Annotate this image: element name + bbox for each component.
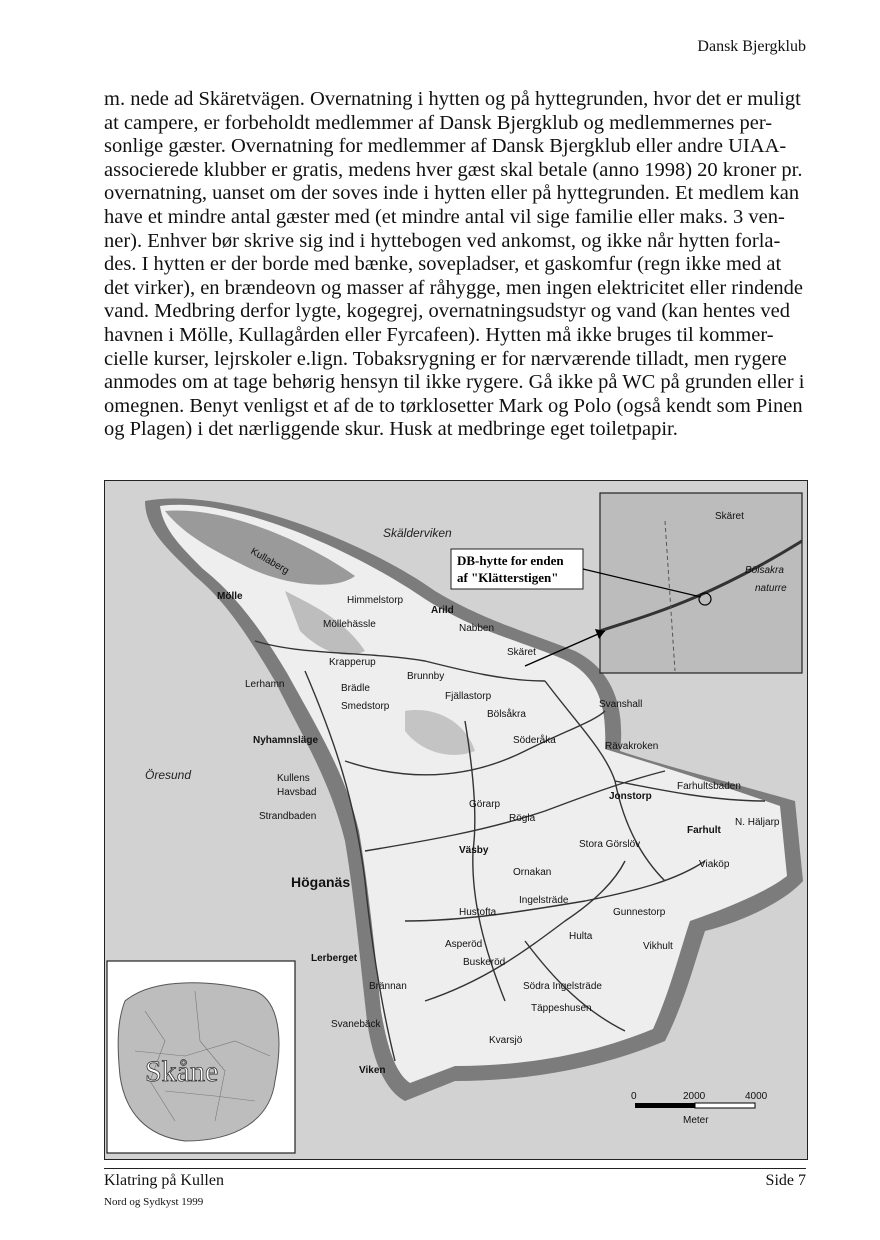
place-lerberget: Lerberget: [311, 953, 358, 964]
place-rogla: Rögla: [509, 813, 536, 824]
place-brunnby: Brunnby: [407, 671, 445, 682]
running-header: Dansk Bjergklub: [697, 38, 806, 55]
body-line: og Plagen) i det nærliggende skur. Husk at medbringe eget toiletpapir.: [104, 418, 678, 441]
body-line: cielle kurser, lejrskoler e.lign. Tobaksrygning er for nærværende tilladt, men rygere: [104, 347, 787, 370]
place-arild: Arild: [431, 605, 454, 616]
sea-label-skalderviken: Skälderviken: [383, 526, 452, 540]
place-vikhult: Vikhult: [643, 941, 673, 952]
place-brannan: Brännan: [369, 981, 407, 992]
place-kullaberg: Kullaberg: [248, 546, 291, 577]
sea-label-oresund: Öresund: [145, 768, 192, 782]
footer-divider: [104, 1168, 806, 1169]
place-stora-gorslov: Stora Görslöv: [579, 839, 641, 850]
place-gorarp: Görarp: [469, 799, 501, 810]
body-line: ner). Enhver bør skrive sig ind i hyttebogen ved ankomst, og ikke når hytten forla-: [104, 229, 781, 252]
body-line: det virker), en brændeovn og masser af råhygge, men ingen elektricitet eller rindende: [104, 276, 804, 299]
place-krapperup: Krapperup: [329, 657, 376, 668]
place-skaret: Skäret: [507, 647, 536, 658]
scale-segment: [695, 1103, 755, 1108]
body-line: at campere, er forbeholdt medlemmer af Dansk Bjergklub og medlemmernes per-: [104, 111, 773, 134]
page-number: Side 7: [765, 1172, 806, 1189]
place-asperod: Asperöd: [445, 939, 483, 950]
scale-label-2000: 2000: [683, 1091, 706, 1102]
footer-subtitle: Nord og Sydkyst 1999: [104, 1196, 204, 1208]
place-ingelstrade: Ingelsträde: [519, 895, 569, 906]
body-line: havnen i Mölle, Kullagården eller Fyrcafeen). Hytten må ikke bruges til kommer-: [104, 323, 774, 346]
body-line: anmodes om at tage behørig hensyn til ikke rygere. Gå ikke på WC på grunden eller i: [104, 371, 805, 394]
body-paragraph: [104, 88, 810, 442]
place-bradle: Brädle: [341, 683, 370, 694]
place-vasby: Väsby: [459, 845, 489, 856]
place-farhultsbaden: Farhultsbaden: [677, 781, 741, 792]
body-line: overnatning, uanset om der soves inde i hytten eller på hyttegrunden. Et medlem kan: [104, 182, 800, 205]
place-buskerod: Buskeröd: [463, 957, 506, 968]
footer-title: Klatring på Kullen: [104, 1172, 224, 1189]
callout-line-2: af "Klätterstigen": [457, 570, 559, 585]
place-gunnestorp: Gunnestorp: [613, 907, 666, 918]
place-molle: Mölle: [217, 591, 243, 602]
place-svanebacke: Svanebäck: [331, 1019, 381, 1030]
detail-label-naturres: naturre: [755, 583, 787, 594]
place-ravakroken: Rävakroken: [605, 741, 659, 752]
detail-inset: [600, 493, 802, 673]
place-viken: Viken: [359, 1065, 386, 1076]
body-line: vand. Medbring derfor lygte, kogegrej, overnatningsudstyr og vand (kan hentes ved: [104, 300, 790, 323]
map-svg: [105, 481, 807, 1159]
place-mollehassle: Möllehässle: [323, 619, 376, 630]
detail-label-bolsakra: Bölsakra: [745, 565, 784, 576]
place-farhult: Farhult: [687, 825, 721, 836]
body-line: omegnen. Benyt venligst et af de to tørklosetter Mark og Polo (også kendt som Pinen: [104, 394, 803, 417]
scale-unit: Meter: [683, 1115, 709, 1126]
skane-inset: [107, 961, 295, 1153]
scale-label-4000: 4000: [745, 1091, 768, 1102]
scale-label-0: 0: [631, 1091, 637, 1102]
detail-label-skaret: Skäret: [715, 511, 744, 522]
place-jonstorp: Jonstorp: [609, 791, 652, 802]
place-hoganas: Höganäs: [291, 874, 351, 890]
place-kvarsjo: Kvarsjö: [489, 1035, 523, 1046]
place-smedstorp: Smedstorp: [341, 701, 390, 712]
callout-line-1: DB-hytte for enden: [457, 553, 564, 568]
body-line: associerede klubber er gratis, medens hver gæst skal betale (anno 1998) 20 kroner pr.: [104, 158, 803, 181]
body-line: sonlige gæster. Overnatning for medlemmer af Dansk Bjergklub eller andre UIAA-: [104, 135, 787, 158]
inset-skane-label: Skåne: [145, 1055, 219, 1088]
body-line: des. I hytten er der borde med bænke, sovepladser, et gaskomfur (regn ikke med at: [104, 253, 782, 276]
place-tappeshusen: Täppeshusen: [531, 1003, 592, 1014]
place-kullens: Kullens: [277, 773, 310, 784]
place-soderaka: Söderåka: [513, 735, 556, 746]
kullen-map-figure: [104, 480, 808, 1160]
place-n-haljarp: N. Häljarp: [735, 817, 780, 828]
place-nabben: Nabben: [459, 623, 495, 634]
place-sodra-ingelstrade: Södra Ingelsträde: [523, 981, 602, 992]
place-himmelstorp: Himmelstorp: [347, 595, 404, 606]
place-viakop: Viaköp: [699, 859, 730, 870]
place-nyhamnslage: Nyhamnsläge: [253, 735, 319, 746]
place-havsbad: Havsbad: [277, 787, 317, 798]
place-bolsakra: Bölsåkra: [487, 709, 526, 720]
scale-segment: [635, 1103, 695, 1108]
place-strandbaden: Strandbaden: [259, 811, 317, 822]
place-hustofta: Hustofta: [459, 907, 497, 918]
place-fjallastorp: Fjällastorp: [445, 691, 492, 702]
body-line: m. nede ad Skäretvägen. Overnatning i hytten og på hyttegrunden, hvor det er muligt: [104, 88, 801, 110]
body-line: have et mindre antal gæster med (et mindre antal vil sige familie eller maks. 3 ven-: [104, 205, 785, 228]
place-ornakan: Ornakan: [513, 867, 552, 878]
place-hulta: Hulta: [569, 931, 593, 942]
place-lerhamn: Lerhamn: [245, 679, 285, 690]
place-svanshall: Svanshall: [599, 699, 643, 710]
